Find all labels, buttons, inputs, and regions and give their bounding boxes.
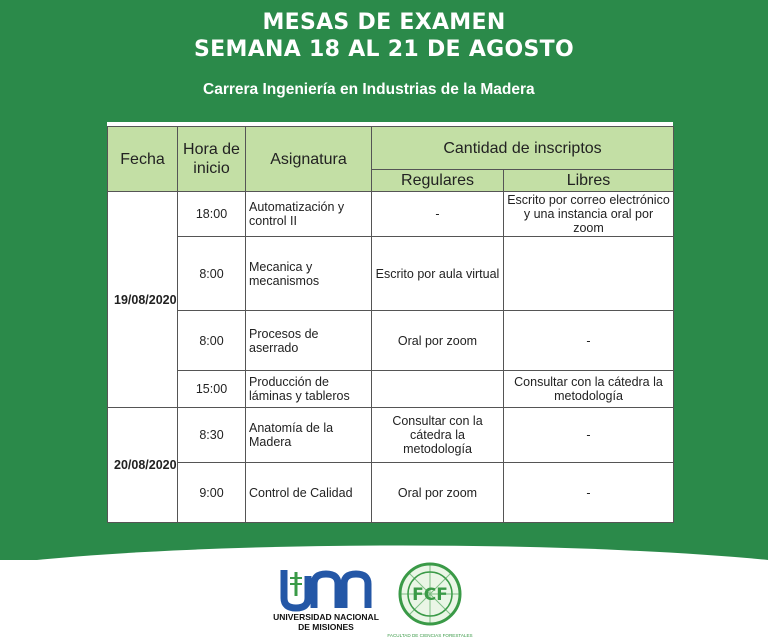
libres-cell: - <box>504 311 674 371</box>
regulares-cell: Oral por zoom <box>372 311 504 371</box>
hora-cell: 18:00 <box>178 192 246 237</box>
asignatura-cell: Producción de láminas y tableros <box>246 371 372 408</box>
fcf-mark: FCF <box>412 585 448 605</box>
asignatura-cell: Procesos de aserrado <box>246 311 372 371</box>
regulares-cell <box>372 371 504 408</box>
libres-cell: - <box>504 463 674 523</box>
regulares-cell: Oral por zoom <box>372 463 504 523</box>
header-fecha: Fecha <box>108 127 178 192</box>
libres-cell: Consultar con la cátedra la metodología <box>504 371 674 408</box>
exam-table <box>107 126 674 523</box>
asignatura-cell: Control de Calidad <box>246 463 372 523</box>
unam-name-line2: DE MISIONES <box>298 622 354 632</box>
fcf-caption: FACULTAD DE CIENCIAS FORESTALES <box>387 633 473 638</box>
regulares-cell: Escrito por aula virtual <box>372 237 504 311</box>
logos-area <box>0 560 768 644</box>
regulares-cell: Consultar con la cátedra la metodología <box>372 408 504 463</box>
career-subtitle: Carrera Ingeniería en Industrias de la Madera <box>203 81 535 98</box>
header-libres: Libres <box>504 170 674 192</box>
asignatura-cell: Anatomía de la Madera <box>246 408 372 463</box>
libres-cell: Escrito por correo electrónico y una instancia oral por zoom <box>504 192 674 237</box>
exam-table-sheet <box>107 122 673 522</box>
table-row <box>108 192 674 237</box>
table-row <box>108 463 674 523</box>
unam-logo <box>273 570 379 632</box>
page-title-line1: MESAS DE EXAMEN <box>262 10 506 35</box>
table-row <box>108 311 674 371</box>
hora-cell: 8:30 <box>178 408 246 463</box>
hora-cell: 9:00 <box>178 463 246 523</box>
header-cantidad: Cantidad de inscriptos <box>372 127 674 170</box>
hora-cell: 8:00 <box>178 237 246 311</box>
libres-cell <box>504 237 674 311</box>
hora-cell: 8:00 <box>178 311 246 371</box>
table-row <box>108 371 674 408</box>
regulares-cell: - <box>372 192 504 237</box>
header-hora: Hora de inicio <box>178 127 246 192</box>
table-row <box>108 237 674 311</box>
asignatura-cell: Automatización y control II <box>246 192 372 237</box>
header-regulares: Regulares <box>372 170 504 192</box>
date-cell: 20/08/2020 <box>108 408 178 523</box>
fcf-logo <box>387 564 472 638</box>
libres-cell: - <box>504 408 674 463</box>
asignatura-cell: Mecanica y mecanismos <box>246 237 372 311</box>
header-asignatura: Asignatura <box>246 127 372 192</box>
table-row <box>108 408 674 463</box>
unam-name-line1: UNIVERSIDAD NACIONAL <box>273 612 379 622</box>
date-cell: 19/08/2020 <box>108 192 178 408</box>
page-title-line2: SEMANA 18 AL 21 DE AGOSTO <box>194 37 574 62</box>
hora-cell: 15:00 <box>178 371 246 408</box>
